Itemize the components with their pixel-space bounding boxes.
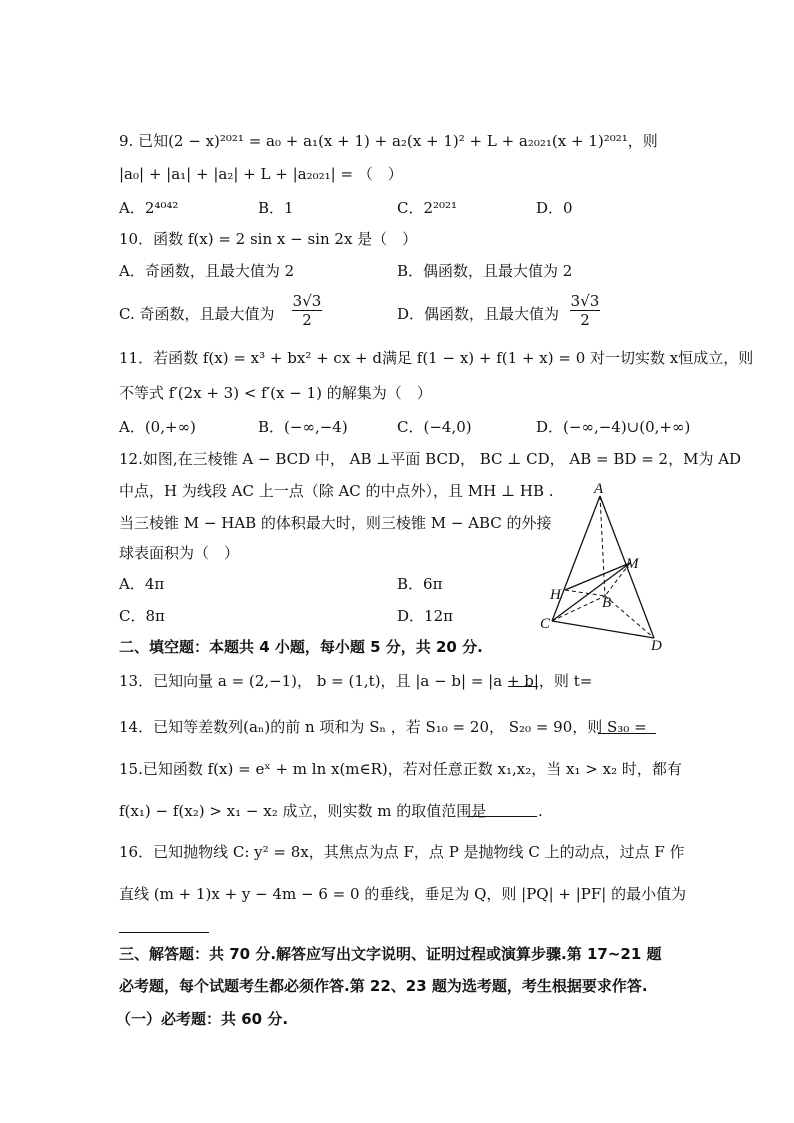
q10-stem: 10．函数 f(x) = 2 sin x − sin 2x 是（ ）: [119, 230, 418, 248]
q11-option-c: C．(−4,0): [397, 418, 472, 436]
q10-option-d-fraction: [570, 292, 600, 329]
section3-heading-line2: 必考题，每个试题考生都必须作答.第 22、23 题为选考题，考生根据要求作答.: [119, 977, 648, 995]
q11-option-d: D．(−∞,−4)∪(0,+∞): [536, 418, 691, 436]
q12-option-b: B．6π: [397, 575, 443, 593]
q9-stem-line2: |a₀| + |a₁| + |a₂| + L + |a₂₀₂₁| = （ ）: [119, 165, 403, 183]
q14-answer-blank: [598, 733, 656, 734]
q12-option-a: A．4π: [119, 575, 165, 593]
q15-period: .: [538, 802, 543, 820]
fraction-numerator: 3√3: [570, 292, 600, 310]
label-b: B: [602, 595, 612, 611]
q10-option-c-fraction: [292, 292, 322, 329]
q13-answer-blank: [508, 686, 538, 687]
edge-cd: [552, 621, 654, 638]
q9-stem-line1: 9. 已知(2 − x)²⁰²¹ = a₀ + a₁(x + 1) + a₂(x + 1)² + L + a₂₀₂₁(x + 1)²⁰²¹，则: [119, 132, 658, 150]
q11-stem-line1: 11．若函数 f(x) = x³ + bx² + cx + d满足 f(1 − x) + f(1 + x) = 0 对一切实数 x恒成立，则: [119, 349, 754, 367]
q9-option-b: B．1: [258, 199, 294, 217]
q12-stem-line1: 12.如图,在三棱锥 A − BCD 中， AB ⊥平面 BCD， BC ⊥ CD， AB = BD = 2，M为 AD: [119, 450, 742, 468]
q11-stem-line2: 不等式 f′(2x + 3) < f′(x − 1) 的解集为（ ）: [119, 384, 432, 402]
q9-option-d: D．0: [536, 199, 573, 217]
section2-heading: 二、填空题：本题共 4 小题，每小题 5 分，共 20 分.: [119, 638, 483, 656]
q13-stem: 13．已知向量 a = (2,−1)， b = (1,t)，且 |a − b| = |a + b|，则 t=: [119, 672, 593, 690]
fraction-denominator: 2: [580, 311, 590, 329]
q12-option-d: D．12π: [397, 607, 453, 625]
q15-stem-line2: f(x₁) − f(x₂) > x₁ − x₂ 成立，则实数 m 的取值范围是: [119, 802, 487, 820]
label-m: M: [626, 556, 639, 572]
q11-option-a: A．(0,+∞): [119, 418, 196, 436]
label-d: D: [651, 638, 662, 653]
q15-stem-line1: 15.已知函数 f(x) = eˣ + m ln x(m∈R)，若对任意正数 x₁,x₂，当 x₁ > x₂ 时，都有: [119, 760, 682, 778]
q9-option-a: A．2⁴⁰⁴²: [119, 199, 179, 217]
label-h: H: [550, 587, 561, 603]
q10-option-b: B．偶函数，且最大值为 2: [397, 262, 573, 280]
q14-stem: 14．已知等差数列(aₙ)的前 n 项和为 Sₙ ，若 S₁₀ = 20， S₂₀ = 90，则 S₃₀ =: [119, 718, 647, 736]
fraction-denominator: 2: [302, 311, 312, 329]
q16-stem-line2: 直线 (m + 1)x + y − 4m − 6 = 0 的垂线，垂足为 Q，则 |PQ| + |PF| 的最小值为: [119, 885, 687, 903]
q12-stem-line2: 中点，H 为线段 AC 上一点（除 AC 的中点外），且 MH ⊥ HB .: [119, 482, 554, 500]
q10-option-d: D．偶函数，且最大值为: [397, 305, 560, 323]
q12-stem-line4: 球表面积为（ ）: [119, 544, 240, 562]
q9-option-c: C．2²⁰²¹: [397, 199, 458, 217]
section3-subheading: （一）必考题：共 60 分.: [116, 1010, 289, 1028]
q10-option-c: C. 奇函数，且最大值为: [119, 305, 275, 323]
q10-option-a: A．奇函数，且最大值为 2: [119, 262, 295, 280]
q11-option-b: B．(−∞,−4): [258, 418, 348, 436]
q16-stem-line1: 16．已知抛物线 C: y² = 8x，其焦点为点 F，点 P 是抛物线 C 上的动点，过点 F 作: [119, 843, 685, 861]
tetrahedron-figure: [530, 478, 680, 653]
q12-option-c: C．8π: [119, 607, 165, 625]
fraction-numerator: 3√3: [292, 292, 322, 310]
section3-heading-line1: 三、解答题：共 70 分.解答应写出文字说明、证明过程或演算步骤.第 17~21 题: [119, 945, 662, 963]
segment-hb: [565, 590, 605, 596]
edge-ab: [600, 496, 605, 596]
q15-answer-blank: [467, 816, 537, 817]
q16-answer-blank: [119, 932, 209, 933]
label-a: A: [594, 481, 604, 497]
label-c: C: [540, 616, 551, 632]
q12-stem-line3: 当三棱锥 M − HAB 的体积最大时，则三棱锥 M − ABC 的外接: [119, 514, 552, 532]
